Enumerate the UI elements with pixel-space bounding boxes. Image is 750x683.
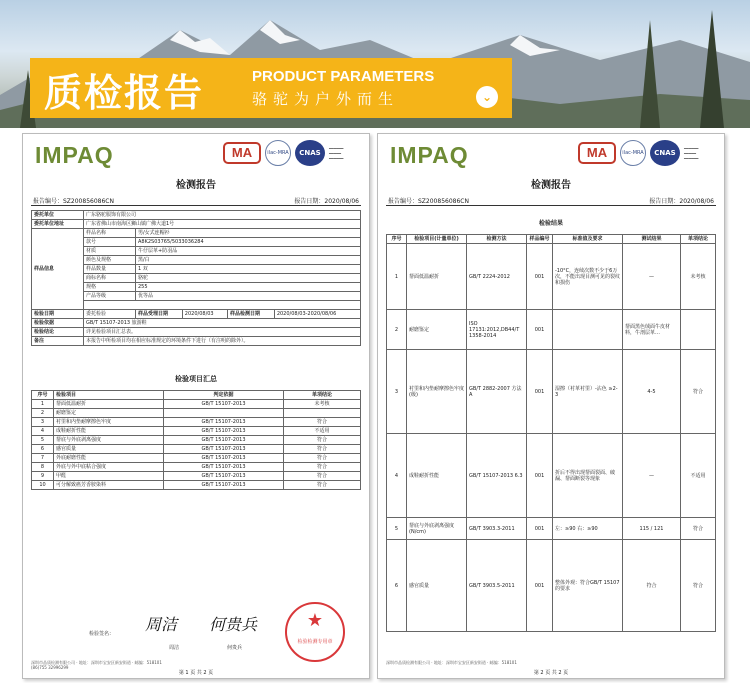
- table-cell: 不适用: [284, 427, 361, 436]
- results-table: [386, 234, 716, 632]
- table-cell: GB/T 15107-2013: [164, 472, 284, 481]
- cnas-mark-icon: CNAS: [650, 140, 680, 166]
- table-cell: 整体外观：符合GB/T 15107的要求: [553, 540, 623, 632]
- table-row: [32, 400, 361, 409]
- conclusion-value: 详见检验项目汇总表。: [84, 328, 361, 337]
- col-header: 判定依据: [164, 391, 284, 400]
- table-cell: 4: [32, 427, 54, 436]
- table-cell: 3: [387, 350, 407, 434]
- col-header: 标准值及要求: [553, 235, 623, 244]
- client-label: 委托单位: [32, 211, 84, 220]
- col-header: 检测方法: [467, 235, 527, 244]
- table-cell: 5: [387, 518, 407, 540]
- col-header: 测试结果: [623, 235, 681, 244]
- address-value: 广东省佛山市南海区狮山镇广佛大道1号: [84, 220, 361, 229]
- report-page-2: [377, 133, 725, 679]
- table-cell: GB/T 15107-2013: [164, 427, 284, 436]
- table-cell: 左：≥90 右：≥90: [553, 518, 623, 540]
- info-value: 黑/白: [136, 256, 361, 265]
- table-cell: -10°C，连续次数不少于6万次，不能出现目测可见的裂纹和损伤: [553, 244, 623, 310]
- table-row: [32, 418, 361, 427]
- signature-approver: 周洁: [145, 615, 178, 634]
- table-cell: 001: [527, 310, 553, 350]
- official-stamp: [285, 602, 345, 662]
- table-row: [387, 310, 716, 350]
- table-cell: 帮底与外底剥离强度(N/cm): [407, 518, 467, 540]
- receive-date: 2020/08/03: [182, 310, 227, 319]
- ilac-mark-icon: ilac-MRA: [620, 140, 646, 166]
- table-cell: 符合: [284, 472, 361, 481]
- table-cell: [164, 409, 284, 418]
- table-cell: GB/T 15107-2013 6.3: [467, 434, 527, 518]
- basis-value: GB/T 15107-2013 旅游鞋: [84, 319, 361, 328]
- table-cell: 耐磨鉴定: [54, 409, 164, 418]
- info-key: 产品等级: [84, 292, 136, 301]
- info-value: 255: [136, 283, 361, 292]
- test-type: 委托检验: [84, 310, 136, 319]
- table-cell: 115 / 121: [623, 518, 681, 540]
- cnas-mark-icon: CNAS: [295, 140, 325, 166]
- table-cell: GB/T 15107-2013: [164, 445, 284, 454]
- table-cell: 可分解致癌芳香胺染料: [54, 481, 164, 490]
- info-key: 商标名称: [84, 274, 136, 283]
- sample-info-table: [31, 210, 361, 346]
- table-cell: [681, 310, 716, 350]
- info-value: 牛仔层革+防羽品: [136, 247, 361, 256]
- table-cell: 感官质量: [407, 540, 467, 632]
- banner-title: 质检报告: [44, 71, 205, 115]
- table-cell: 不适用: [681, 434, 716, 518]
- accreditation-marks: [578, 140, 718, 166]
- report-title: 检测报告: [531, 180, 571, 191]
- report-page-1: [22, 133, 370, 679]
- table-cell: 4: [387, 434, 407, 518]
- table-row: [32, 463, 361, 472]
- receive-date-label: 样品受理日期: [136, 310, 183, 319]
- table-cell: 符合: [284, 481, 361, 490]
- table-cell: 001: [527, 434, 553, 518]
- table-cell: 耐磨鉴定: [407, 310, 467, 350]
- col-header: 序号: [387, 235, 407, 244]
- sign-left-label: 检验签名：: [89, 631, 115, 637]
- table-cell: 符合: [623, 540, 681, 632]
- report-title: 检测报告: [176, 180, 216, 191]
- table-cell: 4-5: [623, 350, 681, 434]
- table-cell: 符合: [284, 418, 361, 427]
- report-date: 报告日期：2020/08/06: [649, 198, 714, 205]
- info-value: 1 双: [136, 265, 361, 274]
- impaq-logo: IMPAQ: [35, 142, 114, 168]
- star-icon: ★: [306, 610, 324, 631]
- sample-info-label: 样品信息: [32, 229, 84, 310]
- client-value: 广东骆驼服饰有限公司: [84, 211, 361, 220]
- summary-table: [31, 390, 361, 490]
- table-cell: 符合: [284, 436, 361, 445]
- note-label: 备注: [32, 337, 84, 346]
- table-cell: 符合: [284, 445, 361, 454]
- signature-reviewer: 何贵兵: [209, 615, 258, 634]
- info-value: A8K2S03765/5033036284: [136, 238, 361, 247]
- table-cell: 5: [32, 436, 54, 445]
- table-cell: [284, 409, 361, 418]
- test-date-label: 检验日期: [32, 310, 84, 319]
- table-row: [387, 434, 716, 518]
- table-cell: 符合: [681, 350, 716, 434]
- col-header: 单项结论: [681, 235, 716, 244]
- info-key: 颜色及规格: [84, 256, 136, 265]
- table-row: [387, 350, 716, 434]
- table-cell: 成鞋耐折性能: [54, 427, 164, 436]
- table-cell: 符合: [681, 518, 716, 540]
- table-cell: 符合: [284, 463, 361, 472]
- basis-label: 检验依据: [32, 319, 84, 328]
- table-cell: 衬里和内垫耐摩擦色牢度: [54, 418, 164, 427]
- page-number: 第 1 页 共 2 页: [178, 670, 214, 676]
- table-cell: GB/T 15107-2013: [164, 454, 284, 463]
- footer-text: 深圳市品质检测有限公司 · 地址：深圳市宝安区新安街道 · 邮编：518101: [31, 660, 162, 665]
- table-cell: GB/T 15107-2013: [164, 436, 284, 445]
- table-cell: 001: [527, 518, 553, 540]
- banner-subtitle-en: PRODUCT PARAMETERS: [252, 68, 435, 85]
- table-cell: 帮面低温耐折: [54, 400, 164, 409]
- empty-cell: [84, 301, 361, 310]
- table-cell: —: [623, 434, 681, 518]
- accreditation-text: ━━━━━━ ━━━━━ ━━━━━━: [329, 145, 344, 161]
- table-row: [387, 244, 716, 310]
- table-row: [32, 454, 361, 463]
- report-date: 报告日期：2020/08/06: [294, 198, 359, 205]
- table-cell: 9: [32, 472, 54, 481]
- table-cell: 符合: [284, 454, 361, 463]
- footer-tel: (86)755 32996299: [31, 665, 69, 670]
- table-cell: 感官质量: [54, 445, 164, 454]
- table-cell: ISO 17131:2012,DB44/T 1358-2014: [467, 310, 527, 350]
- table-cell: 2: [387, 310, 407, 350]
- banner-subtitle-cn: 骆驼为户外而生: [252, 90, 400, 108]
- table-row: [32, 436, 361, 445]
- title-bar: [30, 58, 512, 118]
- table-cell: GB/T 15107-2013: [164, 463, 284, 472]
- table-cell: 001: [527, 244, 553, 310]
- table-row: [32, 409, 361, 418]
- table-row: [32, 472, 361, 481]
- table-cell: 8: [32, 463, 54, 472]
- header-banner: [0, 0, 750, 128]
- table-cell: 衬里和内垫耐摩擦色牢度(级): [407, 350, 467, 434]
- stamp-text: 检验检测专用章: [297, 639, 333, 645]
- table-cell: 6: [387, 540, 407, 632]
- table-cell: 001: [527, 540, 553, 632]
- table-row: [32, 427, 361, 436]
- table-cell: 甲醛: [54, 472, 164, 481]
- table-row: [387, 540, 716, 632]
- accreditation-marks: [223, 140, 363, 166]
- info-key: 材质: [84, 247, 136, 256]
- table-cell: 2: [32, 409, 54, 418]
- table-cell: 1: [32, 400, 54, 409]
- table-cell: 未考核: [681, 244, 716, 310]
- test-period-label: 样品检测日期: [228, 310, 275, 319]
- page-footer: 深圳市品质检测有限公司 · 地址：深圳市宝安区新安街道 · 邮编：518101: [386, 660, 517, 665]
- table-cell: 7: [32, 454, 54, 463]
- info-key: 样品数量: [84, 265, 136, 274]
- info-value: 优等品: [136, 292, 361, 301]
- table-cell: 3: [32, 418, 54, 427]
- ma-mark-icon: MA: [223, 142, 261, 164]
- table-cell: 外底耐磨性能: [54, 454, 164, 463]
- table-cell: GB/T 15107-2013: [164, 481, 284, 490]
- info-key: 样品名称: [84, 229, 136, 238]
- table-cell: 未考核: [284, 400, 361, 409]
- table-cell: GB/T 3903.5-2011: [467, 540, 527, 632]
- divider: [386, 205, 716, 206]
- table-cell: [553, 310, 623, 350]
- table-cell: GB/T 2224-2012: [467, 244, 527, 310]
- table-cell: 折后不得出现帮面裂面、破漏、帮面断裂等现象: [553, 434, 623, 518]
- summary-title: 检验项目汇总: [175, 375, 217, 383]
- col-header: 检验项目(计量单位): [407, 235, 467, 244]
- impaq-logo: IMPAQ: [390, 142, 469, 168]
- reviewer-name: 何贵兵: [227, 645, 243, 651]
- table-cell: 湿擦（衬革衬里）-沾色 ≥2-3: [553, 350, 623, 434]
- table-cell: 帮底与外底剥离强度: [54, 436, 164, 445]
- ma-mark-icon: MA: [578, 142, 616, 164]
- table-cell: —: [623, 244, 681, 310]
- report-number: 报告编号：SZ200856086CN: [33, 198, 114, 205]
- address-label: 委托单位地址: [32, 220, 84, 229]
- results-title: 检验结果: [538, 220, 563, 227]
- info-value: 男/女式连帽衫: [136, 229, 361, 238]
- table-cell: 1: [387, 244, 407, 310]
- col-header: 检验项目: [54, 391, 164, 400]
- table-cell: 符合: [681, 540, 716, 632]
- table-row: [32, 445, 361, 454]
- table-row: [387, 518, 716, 540]
- col-header: 单项结论: [284, 391, 361, 400]
- conclusion-label: 检验结论: [32, 328, 84, 337]
- chevron-down-icon: ⌄: [476, 86, 498, 108]
- test-period: 2020/08/03-2020/08/06: [274, 310, 360, 319]
- col-header: 样品编号: [527, 235, 553, 244]
- table-cell: 10: [32, 481, 54, 490]
- table-cell: GB/T 3903.3-2011: [467, 518, 527, 540]
- table-cell: 001: [527, 350, 553, 434]
- info-value: 骆驼: [136, 274, 361, 283]
- page-number: 第 2 页 共 2 页: [533, 670, 569, 676]
- info-key: 款号: [84, 238, 136, 247]
- table-cell: 帮面黑色绒面牛皮材料，牛剖层革…: [623, 310, 681, 350]
- ilac-mark-icon: ilac-MRA: [265, 140, 291, 166]
- divider: [31, 205, 361, 206]
- accreditation-text: ━━━━━━ ━━━━━ ━━━━━━: [684, 145, 699, 161]
- table-cell: 外底与外中底粘合强度: [54, 463, 164, 472]
- table-cell: GB/T 15107-2013: [164, 400, 284, 409]
- table-row: [32, 481, 361, 490]
- table-cell: 帮面低温耐折: [407, 244, 467, 310]
- table-cell: 成鞋耐折性能: [407, 434, 467, 518]
- col-header: 序号: [32, 391, 54, 400]
- table-cell: GB/T 15107-2013: [164, 418, 284, 427]
- table-cell: 6: [32, 445, 54, 454]
- info-key: 规格: [84, 283, 136, 292]
- table-cell: GB/T 2882-2007 方法A: [467, 350, 527, 434]
- note-value: 本报告中所检项目均在相应标准规定的环境条件下进行（有注明的除外）。: [84, 337, 361, 346]
- approver-name: 周洁: [169, 645, 180, 651]
- report-number: 报告编号：SZ200856086CN: [388, 198, 469, 205]
